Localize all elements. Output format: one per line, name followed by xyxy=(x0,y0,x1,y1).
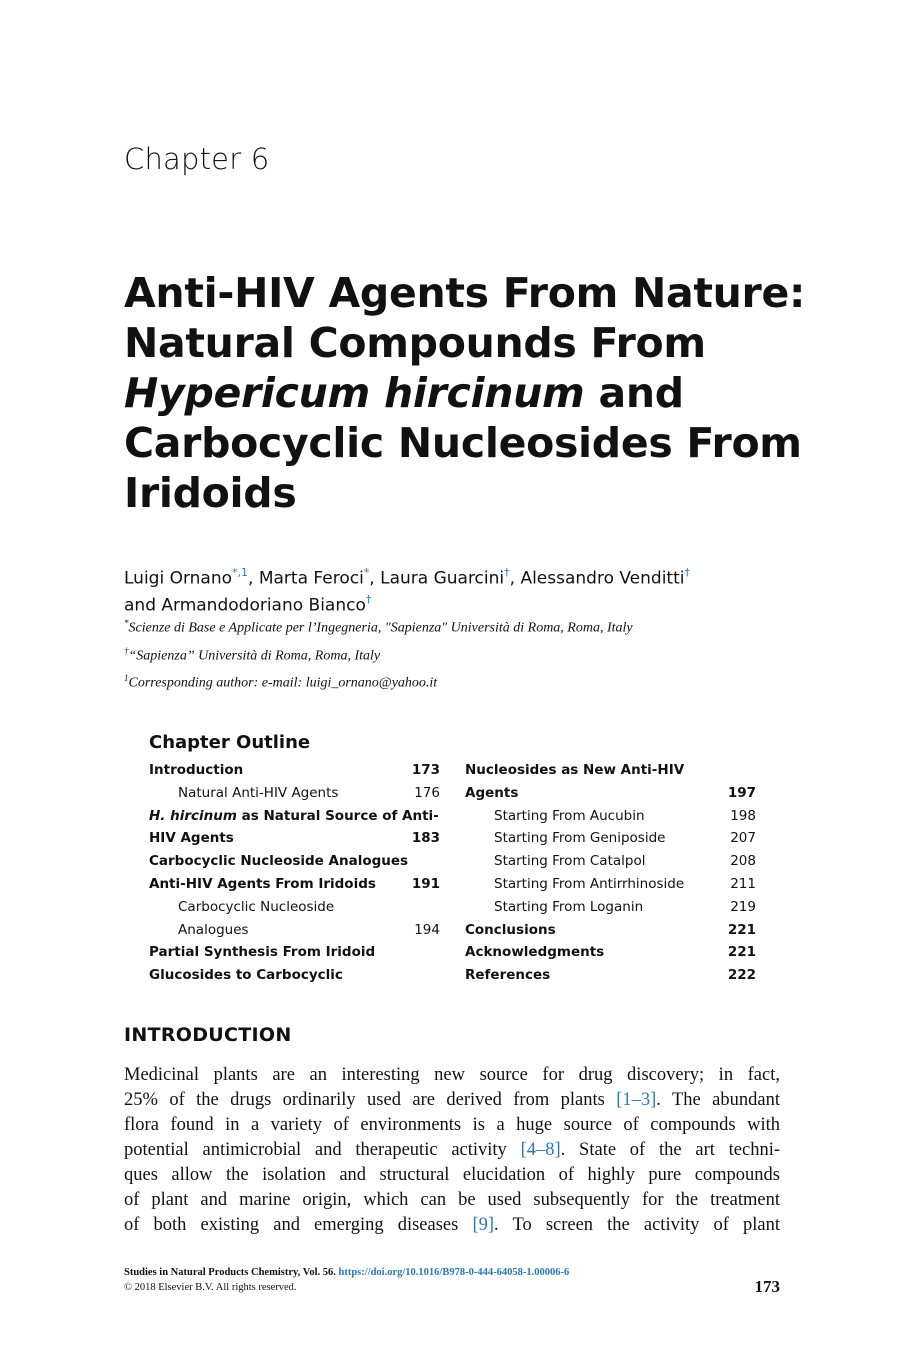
outline-entry[interactable] xyxy=(149,805,440,828)
outline-entry-title: References xyxy=(465,967,551,984)
outline-entry-title: Anti-HIV Agents From Iridoids xyxy=(149,875,376,892)
outline-entry-page: 208 xyxy=(730,853,756,870)
paragraph-line xyxy=(124,1188,780,1213)
title-line-2: Natural Compounds From xyxy=(124,319,706,367)
outline-column-left xyxy=(149,759,440,987)
title-line-4: Carbocyclic Nucleosides From xyxy=(124,419,802,467)
author-name: Luigi Ornano xyxy=(124,568,233,589)
chapter-title xyxy=(124,268,824,518)
affiliation-list xyxy=(124,612,804,695)
outline-entry-text: as Natural Source of Anti- xyxy=(236,807,439,824)
affiliation-text: “Sapienza” Università di Roma, Roma, Italy xyxy=(128,648,381,664)
outline-entry[interactable] xyxy=(465,964,756,987)
author-footnote-link[interactable]: † xyxy=(365,592,372,606)
page-number: 173 xyxy=(754,1277,780,1296)
section-heading: INTRODUCTION xyxy=(124,1024,292,1046)
paragraph-line xyxy=(124,1138,780,1163)
outline-entry-page: 176 xyxy=(414,784,440,801)
outline-entry-title: Natural Anti-HIV Agents xyxy=(178,784,339,801)
outline-entry[interactable] xyxy=(465,919,756,942)
paragraph-line xyxy=(124,1088,780,1113)
title-line-3-rest: and xyxy=(584,369,684,417)
outline-entry-title: Analogues xyxy=(178,921,249,938)
outline-entry-title: Starting From Aucubin xyxy=(494,807,645,824)
affiliation-mark: 1 xyxy=(124,673,129,684)
outline-entry[interactable] xyxy=(465,805,756,828)
title-line-1: Anti-HIV Agents From Nature: xyxy=(124,269,806,317)
outline-entry-title xyxy=(149,805,439,828)
paragraph-text: . State of the art techni- xyxy=(560,1140,780,1160)
outline-entry-title: Nucleosides as New Anti-HIV xyxy=(465,762,685,778)
paragraph-text: potential antimicrobial and therapeutic activity xyxy=(124,1140,521,1160)
outline-entry[interactable] xyxy=(149,850,440,873)
author-name: , Marta Feroci xyxy=(248,568,364,589)
paragraph-line xyxy=(124,1213,780,1238)
intro-paragraph xyxy=(124,1063,780,1238)
author-footnote-link[interactable]: † xyxy=(504,566,510,579)
outline-entry[interactable] xyxy=(465,873,756,896)
outline-entry[interactable] xyxy=(149,964,440,987)
outline-entry-title: Glucosides to Carbocyclic xyxy=(149,967,343,984)
paragraph-line xyxy=(124,1063,780,1088)
affiliation-text: Scienze di Base e Applicate per l’Ingegneria, "Sapienza" Università di Roma, Roma, Italy xyxy=(128,620,633,636)
outline-entry-title: Starting From Catalpol xyxy=(494,853,646,870)
author-name: , Laura Guarcini xyxy=(369,568,505,589)
outline-entry-page: 183 xyxy=(411,830,440,847)
outline-entry-title: Agents xyxy=(465,784,519,801)
outline-entry[interactable] xyxy=(149,759,440,782)
paragraph-line xyxy=(124,1163,780,1188)
outline-entry[interactable] xyxy=(149,919,440,942)
title-species-name: Hypericum hircinum xyxy=(124,369,585,417)
outline-entry[interactable] xyxy=(149,827,440,850)
outline-entry[interactable] xyxy=(465,827,756,850)
paragraph-text: flora found in a variety of environments is a huge source of compounds with xyxy=(124,1115,780,1135)
affiliation-text: Corresponding author: e-mail: luigi_ornano@yahoo.it xyxy=(128,675,438,691)
affiliation xyxy=(124,612,804,640)
chapter-label: Chapter 6 xyxy=(124,142,270,176)
outline-entry[interactable] xyxy=(465,850,756,873)
journal-reference: Studies in Natural Products Chemistry, Vol. 56. xyxy=(124,1267,336,1278)
paragraph-text: . The abundant xyxy=(656,1090,780,1110)
chapter-outline xyxy=(149,732,759,984)
doi-link[interactable]: https://doi.org/10.1016/B978-0-444-64058-1.00006-6 xyxy=(338,1267,570,1278)
author-footnote-link[interactable]: * xyxy=(363,566,370,579)
affiliation xyxy=(124,640,804,668)
outline-entry[interactable] xyxy=(465,759,756,782)
outline-entry-page: 211 xyxy=(730,875,756,892)
paragraph-text: 25% of the drugs ordinarily used are derived from plants xyxy=(124,1090,617,1110)
outline-entry-title: Partial Synthesis From Iridoid xyxy=(149,944,376,961)
copyright-notice: © 2018 Elsevier B.V. All rights reserved. xyxy=(124,1282,297,1293)
outline-entry-title: HIV Agents xyxy=(149,830,234,847)
title-line-5: Iridoids xyxy=(124,469,297,517)
paragraph-text: of plant and marine origin, which can be used subsequently for the treatment xyxy=(124,1190,780,1210)
outline-entry-page: 198 xyxy=(730,807,756,824)
affiliation xyxy=(124,667,804,695)
outline-entry-page xyxy=(439,805,467,828)
outline-entry-page: 207 xyxy=(730,830,756,847)
outline-entry-page xyxy=(412,964,440,987)
author-list xyxy=(124,563,804,616)
outline-entry-page: 221 xyxy=(727,921,756,938)
outline-column-right xyxy=(465,759,756,987)
outline-entry[interactable] xyxy=(149,873,440,896)
footer-citation xyxy=(124,1265,780,1280)
title-line-3 xyxy=(124,368,824,418)
outline-entry-page xyxy=(412,896,440,919)
outline-entry-page xyxy=(728,759,756,782)
outline-entry-title: Conclusions xyxy=(465,921,556,938)
outline-entry-title: Carbocyclic Nucleoside Analogues xyxy=(149,853,409,870)
outline-entry-page: 219 xyxy=(730,898,756,915)
affiliation-mark: † xyxy=(124,645,129,656)
paragraph-line xyxy=(124,1113,780,1138)
paragraph-text: . To screen the activity of plant xyxy=(494,1215,781,1235)
outline-entry[interactable] xyxy=(465,941,756,964)
citation-link[interactable]: [9] xyxy=(472,1215,495,1235)
citation-link[interactable]: [4–8] xyxy=(520,1140,561,1160)
paragraph-text: ques allow the isolation and structural elucidation of highly pure compounds xyxy=(124,1165,780,1185)
outline-entry[interactable] xyxy=(465,782,756,805)
outline-entry-page: 221 xyxy=(727,944,756,961)
author-name: , Alessandro Venditti xyxy=(509,568,685,589)
author-footnote-link[interactable]: *,1 xyxy=(232,566,249,579)
outline-entry-title: Starting From Geniposide xyxy=(494,830,666,847)
paragraph-text: of both existing and emerging diseases xyxy=(124,1215,473,1235)
outline-entry-page: 222 xyxy=(727,967,756,984)
outline-entry-page: 197 xyxy=(727,784,756,801)
outline-entry-title: Carbocyclic Nucleoside xyxy=(178,898,335,915)
paragraph-text: Medicinal plants are an interesting new source for drug discovery; in fact, xyxy=(124,1065,780,1085)
affiliation-mark: * xyxy=(124,618,129,628)
outline-entry[interactable] xyxy=(465,896,756,919)
outline-entry-page xyxy=(412,850,440,873)
page-footer xyxy=(124,1265,780,1295)
outline-entry-title: Introduction xyxy=(149,762,244,778)
outline-entry-title: Starting From Loganin xyxy=(494,898,644,915)
outline-entry[interactable] xyxy=(149,896,440,919)
outline-entry-page: 194 xyxy=(414,921,440,938)
author-name: and Armandodoriano Bianco xyxy=(124,595,366,616)
author-footnote-link[interactable]: † xyxy=(684,566,690,579)
citation-link[interactable]: [1–3] xyxy=(616,1090,657,1110)
outline-title: Chapter Outline xyxy=(149,732,311,753)
outline-entry[interactable] xyxy=(149,782,440,805)
outline-entry-page: 191 xyxy=(411,875,440,892)
outline-entry[interactable] xyxy=(149,941,440,964)
outline-entry-page xyxy=(412,941,440,964)
outline-entry-italic: H. hircinum xyxy=(149,807,237,824)
outline-entry-page: 173 xyxy=(411,762,440,778)
outline-entry-title: Acknowledgments xyxy=(465,944,605,961)
outline-entry-title: Starting From Antirrhinoside xyxy=(494,875,685,892)
